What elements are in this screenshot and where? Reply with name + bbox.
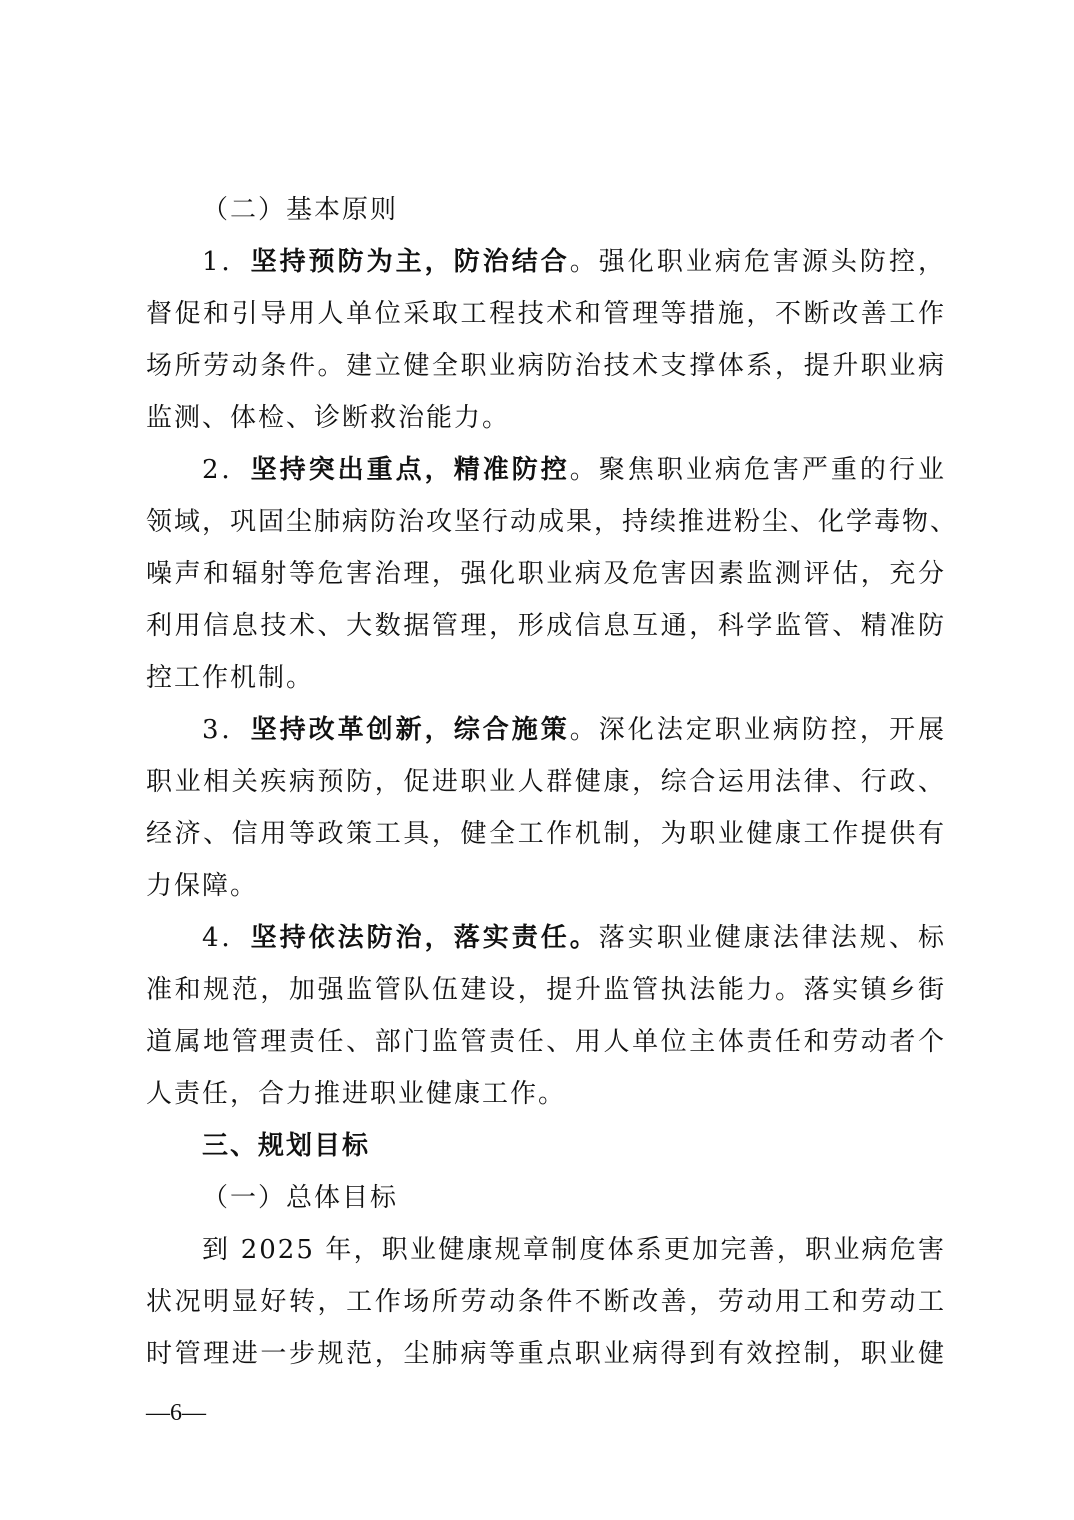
overall-target-line-2: 状况明显好转，工作场所劳动条件不断改善，劳动用工和劳动工 (146, 1287, 946, 1317)
principle-1-line-1 (146, 236, 946, 288)
principle-1-number: 1． (202, 247, 251, 277)
principle-2-line-1 (146, 444, 946, 496)
principle-3-line-3: 经济、信用等政策工具，健全工作机制，为职业健康工作提供有 (146, 819, 946, 849)
overall-target-line-1: 到 2025 年，职业健康规章制度体系更加完善，职业病危害 (202, 1235, 946, 1265)
principle-1-line-3: 场所劳动条件。建立健全职业病防治技术支撑体系，提升职业病 (146, 351, 946, 381)
principle-2-line-3: 噪声和辐射等危害治理，强化职业病及危害因素监测评估，充分 (146, 559, 946, 589)
principle-2-line-2: 领域，巩固尘肺病防治攻坚行动成果，持续推进粉尘、化学毒物、 (146, 507, 959, 537)
section-heading-overall-targets: （一）总体目标 (202, 1183, 399, 1213)
principle-4-text: 落实职业健康法律法规、标 (598, 923, 946, 953)
principle-3-line-2: 职业相关疾病预防，促进职业人群健康，综合运用法律、行政、 (146, 767, 946, 797)
principle-4-line-1 (146, 912, 946, 964)
page-number: —6— (146, 1400, 206, 1426)
principle-3-text: 。深化法定职业病防控，开展 (569, 715, 946, 745)
section-heading-basic-principles: （二）基本原则 (202, 195, 399, 225)
principle-2-title: 坚持突出重点，精准防控 (250, 455, 570, 485)
principle-4-title: 坚持依法防治，落实责任。 (250, 923, 599, 953)
heading-planning-targets: 三、规划目标 (202, 1131, 371, 1161)
principle-2-line-4: 利用信息技术、大数据管理，形成信息互通，科学监管、精准防 (146, 611, 946, 641)
principle-4-line-4: 人责任，合力推进职业健康工作。 (146, 1079, 567, 1109)
principle-1-line-4: 监测、体检、诊断救治能力。 (146, 403, 511, 433)
principle-1-text: 。强化职业病危害源头防控， (569, 247, 946, 277)
principle-3-line-4: 力保障。 (146, 871, 259, 901)
principle-4-line-3: 道属地管理责任、部门监管责任、用人单位主体责任和劳动者个 (146, 1027, 946, 1057)
document-page (146, 184, 959, 1380)
principle-1-line-2: 督促和引导用人单位采取工程技术和管理等措施，不断改善工作 (146, 299, 946, 329)
principle-4-line-2: 准和规范，加强监管队伍建设，提升监管执法能力。落实镇乡街 (146, 975, 946, 1005)
principle-1-title: 坚持预防为主，防治结合 (250, 247, 570, 277)
principle-2-line-5: 控工作机制。 (146, 663, 315, 693)
principle-2-number: 2． (202, 455, 251, 485)
principle-4-number: 4． (202, 923, 251, 953)
principle-3-line-1 (146, 704, 946, 756)
principle-2-text: 。聚焦职业病危害严重的行业 (569, 455, 946, 485)
overall-target-line-3: 时管理进一步规范，尘肺病等重点职业病得到有效控制，职业健 (146, 1339, 946, 1369)
principle-3-title: 坚持改革创新，综合施策 (250, 715, 570, 745)
principle-3-number: 3． (202, 715, 251, 745)
